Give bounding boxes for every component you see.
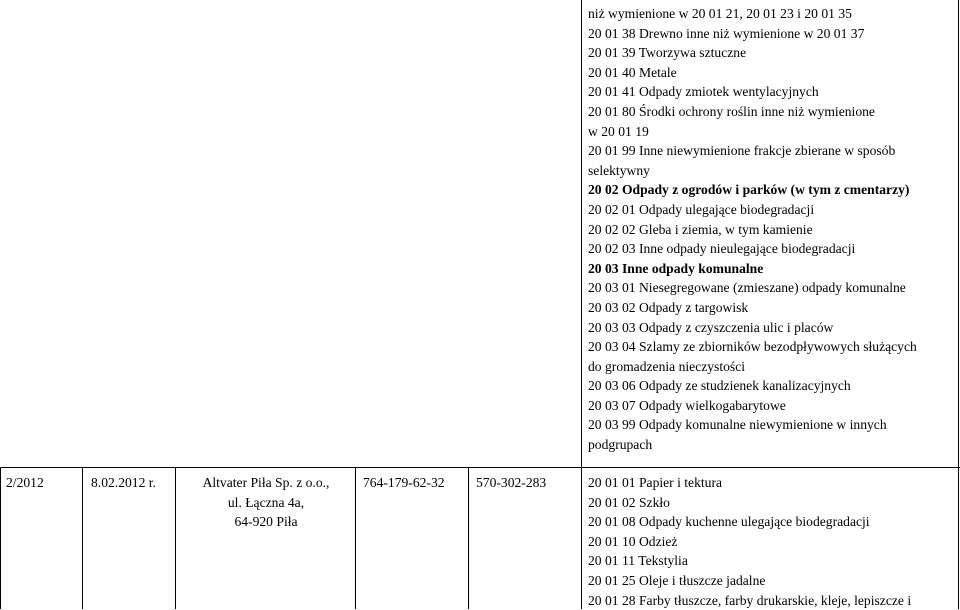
waste-code-line: niż wymienione w 20 01 21, 20 01 23 i 20 01 35 (588, 6, 852, 21)
waste-code-line: 20 01 80 Środki ochrony roślin inne niż wymienione (588, 103, 875, 119)
company-address (180, 473, 352, 532)
company-line: 64-920 Piła (234, 514, 298, 530)
waste-code-line: 20 02 Odpady z ogrodów i parków (w tym z cmentarzy) (588, 182, 910, 198)
waste-code-line: 20 03 Inne odpady komunalne (588, 260, 764, 276)
company-line: ul. Łączna 4a, (227, 494, 305, 510)
nip-number: 764-179-62-32 (363, 475, 445, 490)
row-date: 8.02.2012 r. (91, 475, 156, 490)
waste-code-line: 20 03 02 Odpady z targowisk (588, 299, 749, 315)
waste-code-line: 20 01 39 Tworzywa sztuczne (588, 45, 747, 61)
waste-codes-lower (588, 473, 958, 610)
waste-code-line: 20 01 01 Papier i tektura (588, 475, 723, 490)
company-line: Altvater Piła Sp. z o.o., (202, 475, 330, 490)
waste-code-line: 20 03 06 Odpady ze studzienek kanalizacyjnych (588, 378, 851, 394)
waste-code-line: 20 01 02 Szkło (588, 494, 670, 510)
waste-code-line: 20 01 28 Farby tłuszcze, farby drukarskie, kleje, lepiszcze i (588, 592, 912, 608)
waste-code-line: 20 03 07 Odpady wielkogabarytowe (588, 397, 786, 413)
waste-code-line: podgrupach (588, 437, 653, 453)
waste-codes-upper (588, 4, 958, 455)
waste-code-line: 20 01 10 Odzież (588, 533, 678, 549)
waste-code-line: 20 01 40 Metale (588, 64, 677, 80)
waste-code-line: selektywny (588, 162, 650, 178)
row-number: 2/2012 (6, 475, 44, 490)
waste-code-line: 20 01 99 Inne niewymienione frakcje zbierane w sposób (588, 143, 896, 159)
waste-code-line: 20 01 41 Odpady zmiotek wentylacyjnych (588, 84, 819, 100)
waste-code-line: 20 01 38 Drewno inne niż wymienione w 20 01 37 (588, 25, 865, 41)
waste-code-line: 20 01 25 Oleje i tłuszcze jadalne (588, 572, 766, 588)
waste-code-line: 20 03 99 Odpady komunalne niewymienione w innych (588, 417, 887, 433)
waste-code-line: w 20 01 19 (588, 123, 649, 139)
waste-code-line: 20 02 01 Odpady ulegające biodegradacji (588, 201, 815, 217)
waste-code-line: 20 03 03 Odpady z czyszczenia ulic i placów (588, 319, 834, 335)
regon-number: 570-302-283 (476, 475, 547, 490)
waste-code-line: 20 03 04 Szlamy ze zbiorników bezodpływowych służących (588, 339, 917, 355)
waste-code-line: 20 02 02 Gleba i ziemia, w tym kamienie (588, 221, 813, 237)
waste-code-line: do gromadzenia nieczystości (588, 358, 746, 374)
waste-code-line: 20 02 03 Inne odpady nieulegające biodegradacji (588, 241, 856, 257)
waste-code-line: 20 01 11 Tekstylia (588, 553, 688, 569)
waste-code-line: 20 01 08 Odpady kuchenne ulegające biodegradacji (588, 514, 870, 530)
waste-code-line: 20 03 01 Niesegregowane (zmieszane) odpady komunalne (588, 280, 906, 296)
